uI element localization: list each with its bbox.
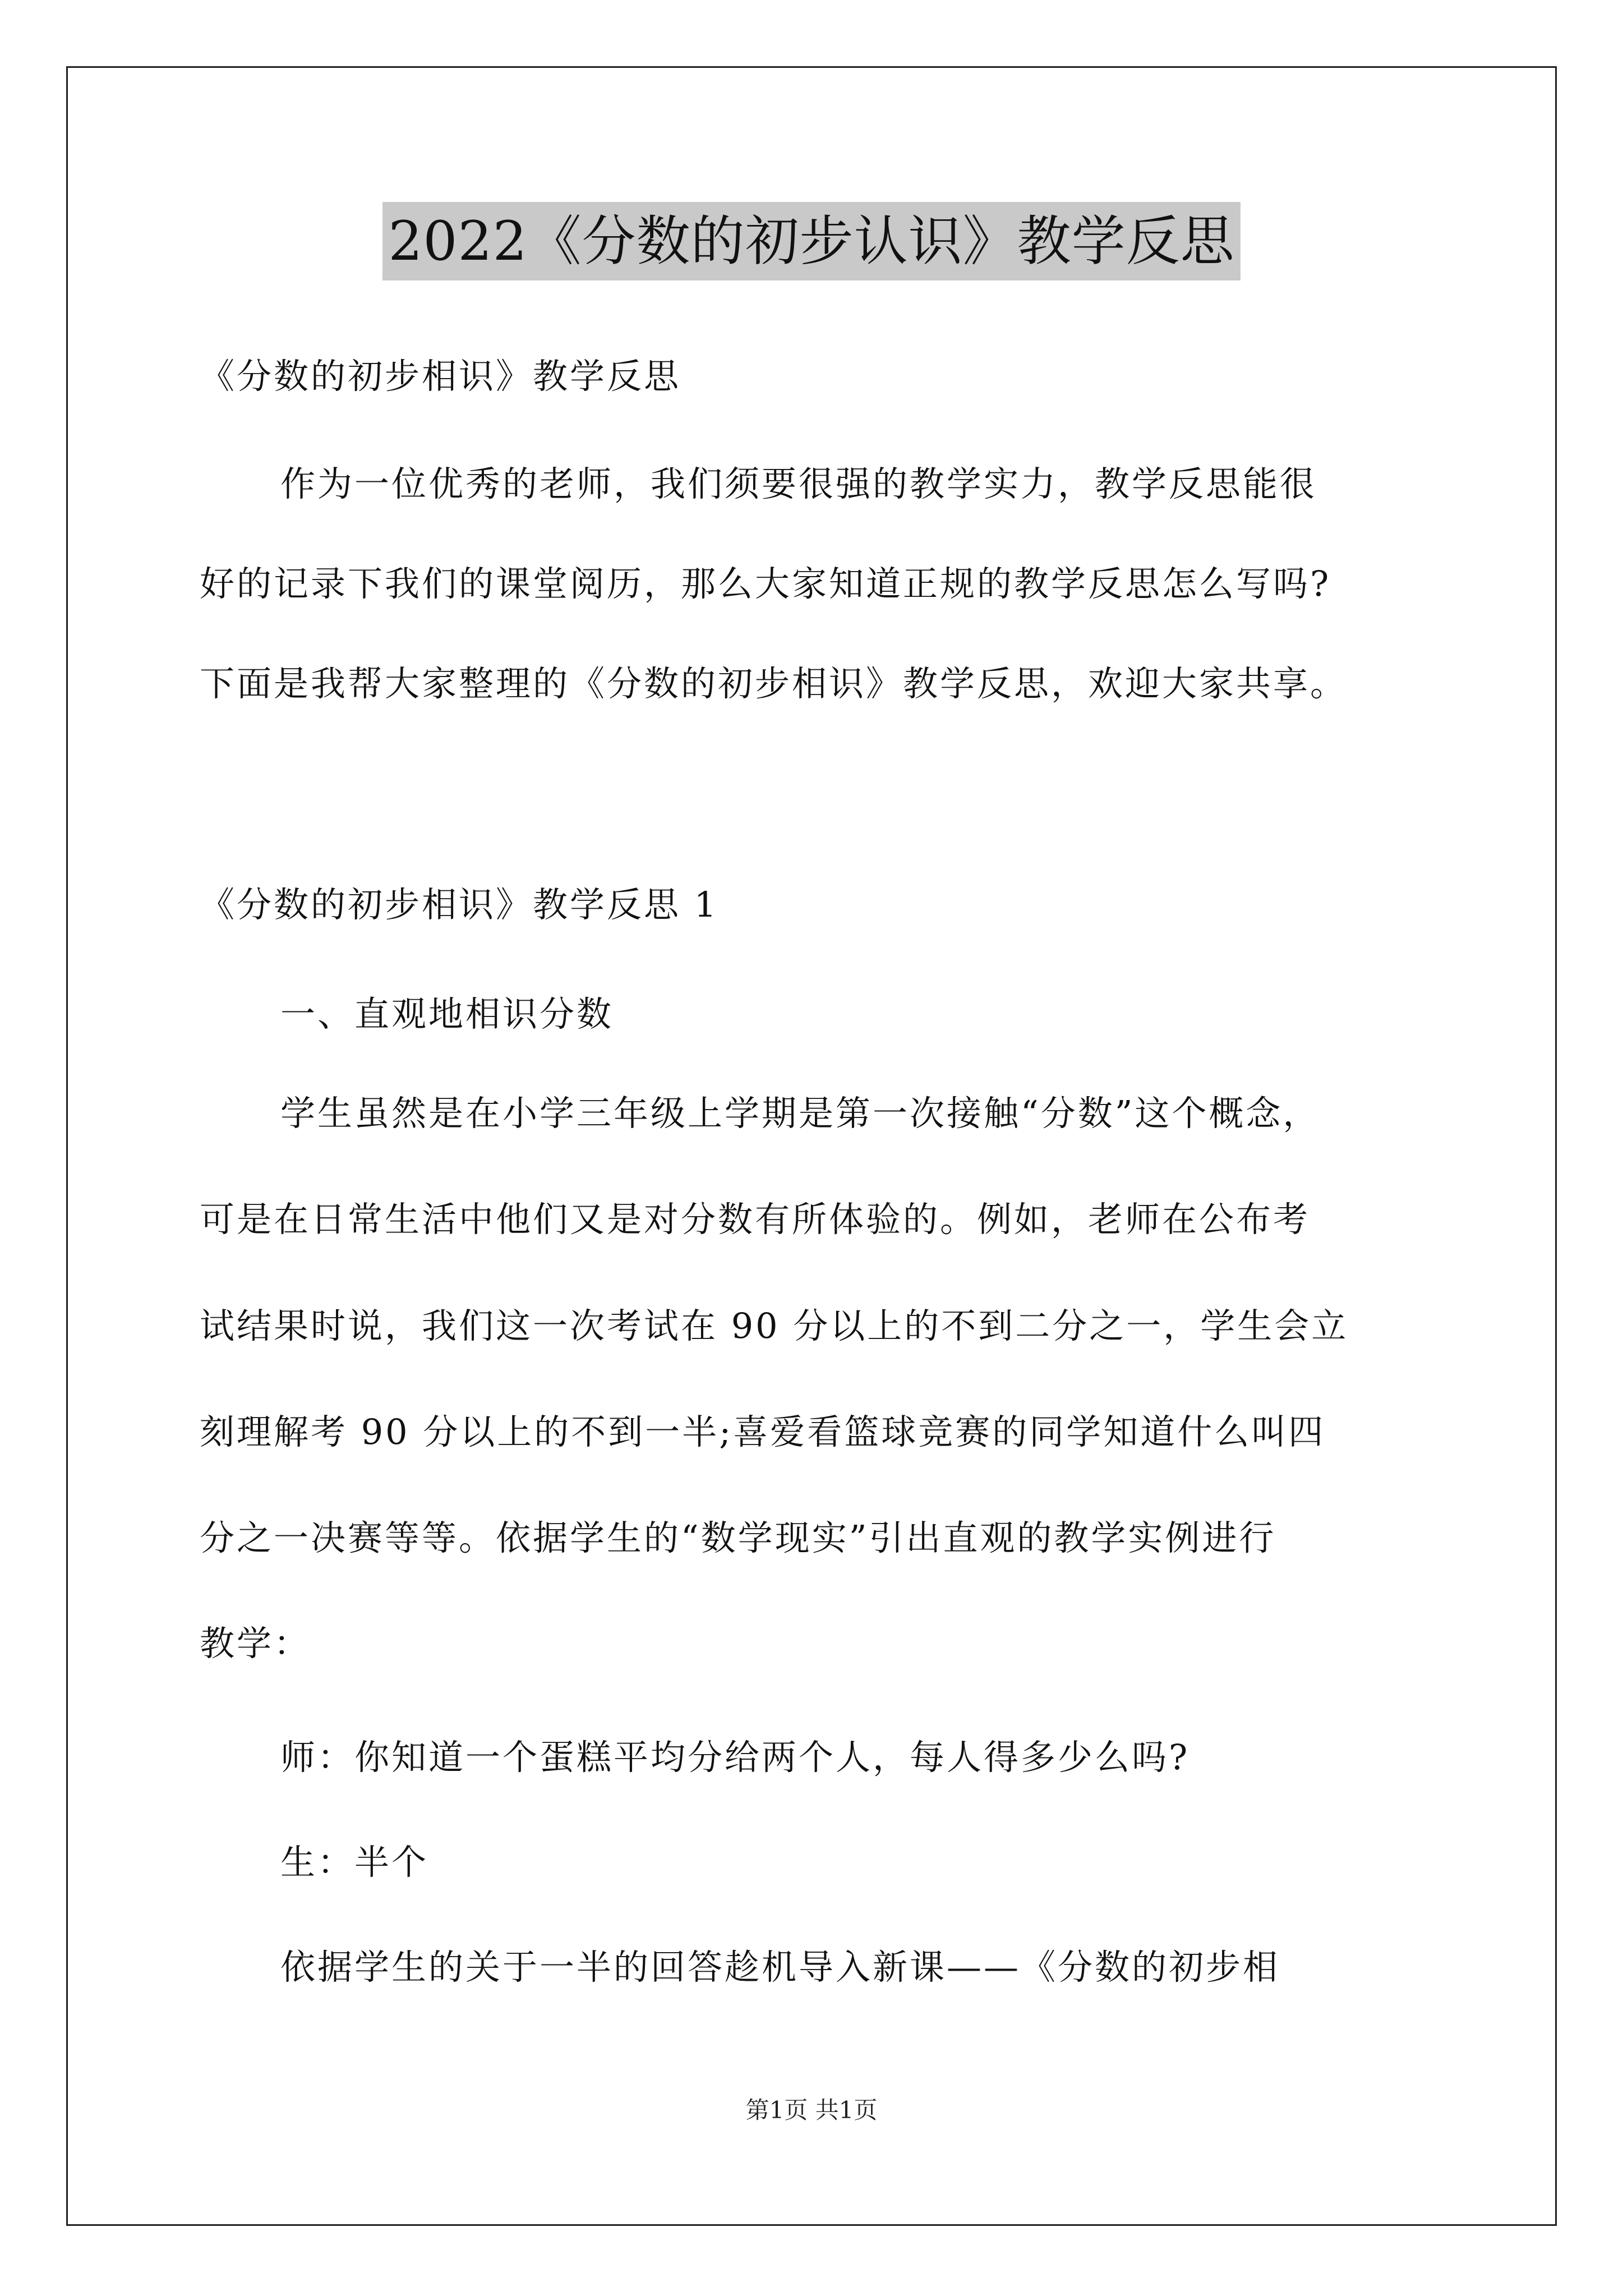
body-line-5: 分之一决赛等等。依据学生的“数学现实”引出直观的教学实例进行 — [200, 1517, 1276, 1558]
body-line-6: 教学： — [200, 1623, 311, 1664]
title-container — [0, 202, 1623, 280]
body-line-4: 刻理解考 90 分以上的不到一半;喜爱看篮球竞赛的同学知道什么叫四 — [200, 1411, 1326, 1452]
intro-line-2: 好的记录下我们的课堂阅历，那么大家知道正规的教学反思怎么写吗? — [200, 563, 1331, 604]
subtitle-line: 《分数的初步相识》教学反思 — [200, 356, 681, 397]
intro-line-1: 作为一位优秀的老师，我们须要很强的教学实力，教学反思能很 — [280, 463, 1317, 504]
dialogue-teacher: 师：你知道一个蛋糕平均分给两个人，每人得多少么吗? — [280, 1737, 1190, 1778]
body-line-3: 试结果时说，我们这一次考试在 90 分以上的不到二分之一，学生会立 — [200, 1305, 1349, 1346]
dialogue-student: 生：半个 — [280, 1842, 429, 1883]
body-line-7: 依据学生的关于一半的回答趁机导入新课——《分数的初步相 — [280, 1947, 1280, 1987]
body-line-1: 学生虽然是在小学三年级上学期是第一次接触“分数”这个概念， — [280, 1093, 1320, 1134]
body-line-2: 可是在日常生活中他们又是对分数有所体验的。例如，老师在公布考 — [200, 1199, 1311, 1240]
page-footer: 第1页 共1页 — [745, 2096, 878, 2124]
section-heading: 《分数的初步相识》教学反思 1 — [200, 884, 719, 925]
document-title: 2022《分数的初步认识》教学反思 — [382, 202, 1240, 280]
intro-line-3: 下面是我帮大家整理的《分数的初步相识》教学反思，欢迎大家共享。 — [200, 663, 1348, 704]
subheading: 一、直观地相识分数 — [280, 993, 614, 1034]
